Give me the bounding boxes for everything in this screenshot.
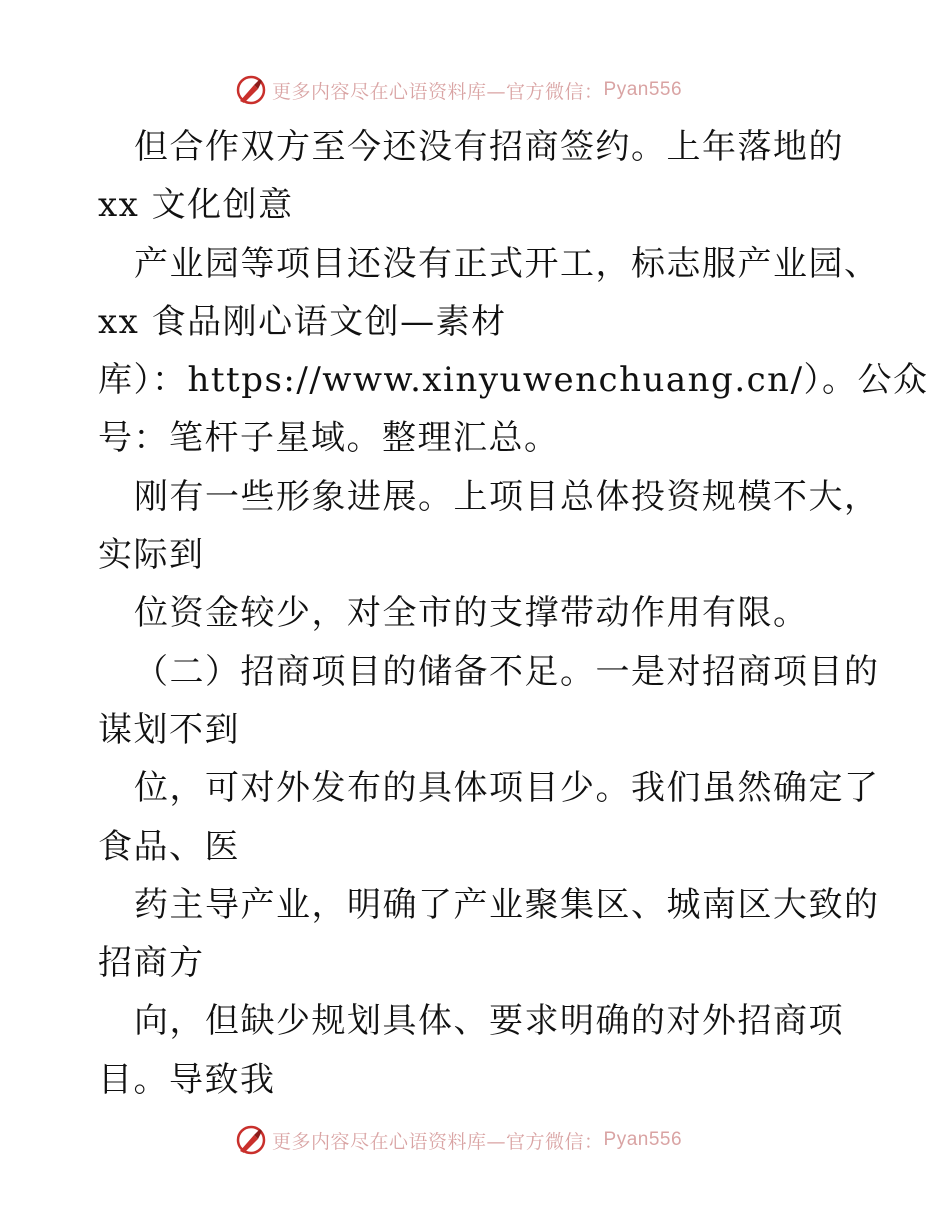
watermark-handle: Pyan556 (603, 79, 683, 100)
text-line: 产业园等项目还没有正式开工，标志服产业园、 (134, 243, 880, 284)
text-line: 食品、医 (98, 826, 240, 867)
text-line: 向，但缺少规划具体、要求明确的对外招商项 (134, 1001, 844, 1042)
text-line: 但合作双方至今还没有招商签约。上年落地的 (134, 127, 844, 167)
text-line: 谋划不到 (98, 709, 240, 750)
watermark-handle: Pyan556 (603, 1129, 683, 1150)
watermark-footer (234, 1122, 682, 1158)
text-line: 号：笔杆子星域。整理汇总。 (98, 418, 560, 459)
pen-logo-icon (234, 73, 268, 107)
document-body (98, 118, 929, 1109)
text-line: 实际到 (98, 535, 205, 576)
text-line: 刚有一些形象进展。上项目总体投资规模不大， (134, 476, 880, 517)
watermark-text: 更多内容尽在心语资料库—官方微信： (272, 1130, 604, 1153)
text-line: 目。导致我 (98, 1059, 276, 1100)
text-line: 招商方 (98, 943, 205, 984)
text-line: 位，可对外发布的具体项目少。我们虽然确定了 (134, 768, 880, 809)
watermark-header (234, 72, 682, 108)
text-line: xx 文化创意 (98, 185, 294, 226)
pen-logo-icon (234, 1123, 268, 1157)
text-line: （二）招商项目的储备不足。一是对招商项目的 (134, 651, 880, 692)
text-line: 位资金较少，对全市的支撑带动作用有限。 (134, 593, 809, 634)
text-line: 药主导产业，明确了产业聚集区、城南区大致的 (134, 884, 880, 925)
text-line: xx 食品刚心语文创—素材 (98, 301, 507, 342)
watermark-text: 更多内容尽在心语资料库—官方微信： (272, 80, 604, 103)
text-line: 库）：https://www.xinyuwenchuang.cn/）。公众 (98, 360, 929, 401)
